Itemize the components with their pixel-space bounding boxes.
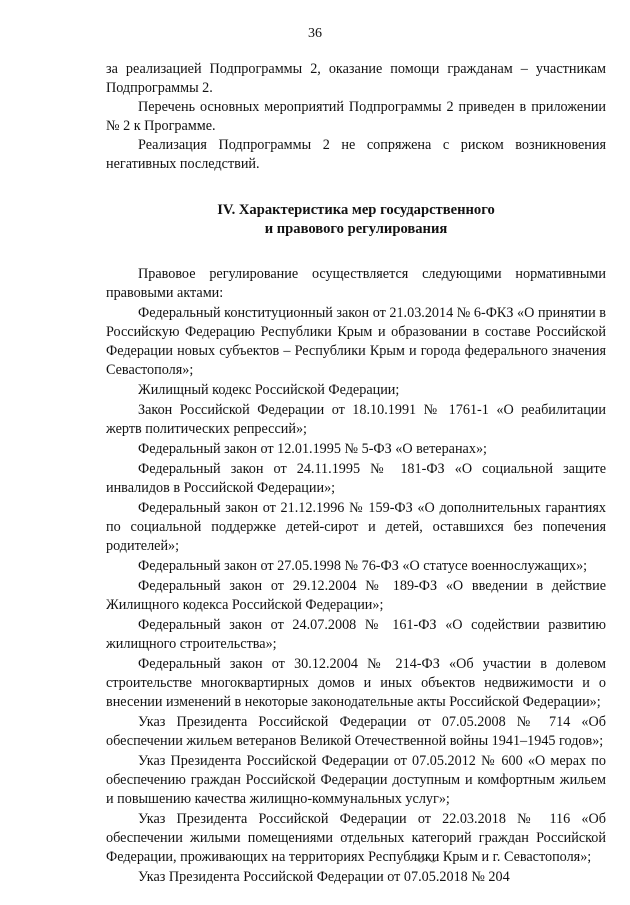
legal-act-item: Федеральный закон от 24.07.2008 № 161-ФЗ «О содействии развитию жилищного строительства»;: [106, 617, 606, 652]
legal-act-item: Федеральный конституционный закон от 21.03.2014 № 6-ФКЗ «О принятии в Российскую Федерацию Республики Крым и образовании в составе Российской Федерации новых субъектов – Республики Крым и города федерального значения Севастополя»;: [106, 305, 606, 378]
section-heading: [106, 201, 606, 239]
section-heading-line: IV. Характеристика мер государственного: [217, 202, 495, 218]
legal-act-item: Федеральный закон от 29.12.2004 № 189-ФЗ «О введении в действие Жилищного кодекса Российской Федерации»;: [106, 578, 606, 613]
paragraph: Перечень основных мероприятий Подпрограммы 2 приведен в приложении № 2 к Программе.: [106, 99, 606, 134]
legal-act-item: Федеральный закон от 21.12.1996 № 159-ФЗ «О дополнительных гарантиях по социальной поддержке детей-сирот и детей, оставшихся без попечения родителей»;: [106, 500, 606, 554]
legal-act-item: Жилищный кодекс Российской Федерации;: [138, 382, 400, 398]
legal-act-item: Указ Президента Российской Федерации от 07.05.2018 № 204: [138, 869, 510, 885]
intro-paragraph: Правовое регулирование осуществляется следующими нормативными правовыми актами:: [106, 266, 606, 301]
legal-act-item: Федеральный закон от 30.12.2004 № 214-ФЗ «Об участии в долевом строительстве многоквартирных домов и иных объектов недвижимости и о внесении изменений в некоторые законодательные акты Российской Федерации»;: [106, 656, 606, 710]
paragraph: Реализация Подпрограммы 2 не сопряжена с риском возникновения негативных последствий.: [106, 137, 606, 172]
legal-act-item: Федеральный закон от 24.11.1995 № 181-ФЗ «О социальной защите инвалидов в Российской Федерации»;: [106, 461, 606, 496]
legal-act-item: Закон Российской Федерации от 18.10.1991 № 1761-1 «О реабилитации жертв политических репрессий»;: [106, 402, 606, 437]
paragraph: за реализацией Подпрограммы 2, оказание помощи гражданам – участникам Подпрограммы 2.: [106, 61, 606, 96]
legal-act-item: Указ Президента Российской Федерации от 07.05.2012 № 600 «О мерах по обеспечению граждан Российской Федерации доступным и комфортным жильем и повышению качества жилищно-коммунальных услуг»;: [106, 753, 606, 807]
legal-act-item: Федеральный закон от 27.05.1998 № 76-ФЗ «О статусе военнослужащих»;: [138, 558, 588, 574]
legal-act-item: Федеральный закон от 12.01.1995 № 5-ФЗ «О ветеранах»;: [138, 441, 487, 457]
page-number: 36: [308, 26, 322, 41]
legal-act-item: Указ Президента Российской Федерации от 22.03.2018 № 116 «Об обеспечении жилыми помещениями отдельных категорий граждан Российской Федерации, проживающих на территориях Республики Крым и г. Севастополя»;: [106, 811, 606, 865]
body-text: [106, 60, 606, 887]
legal-act-item: Указ Президента Российской Федерации от 07.05.2008 № 714 «Об обеспечении жильем ветеранов Великой Отечественной войны 1941–1945 годов»;: [106, 714, 606, 749]
section-heading-line: и правового регулирования: [264, 221, 448, 237]
ink-mark: [410, 854, 440, 864]
